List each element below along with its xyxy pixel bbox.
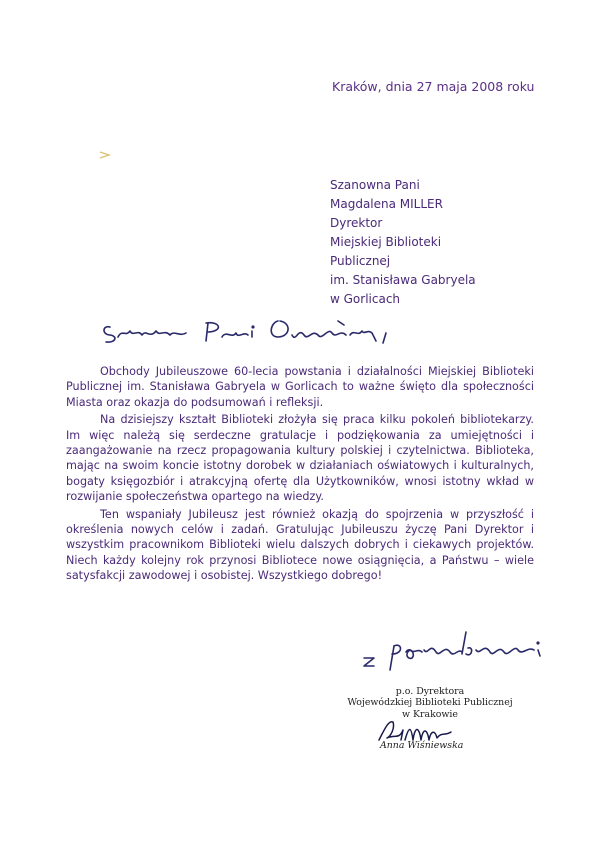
handwritten-salutation — [100, 315, 410, 349]
body-paragraph: Na dzisiejszy kształt Biblioteki złożyła się praca kilku pokoleń bibliotekarzy. Im więc należą się serdeczne gratulacje i podziękowania za umiejętności i zaangażowanie na rzecz propagowania kultury polskiej i czytelnictwa. Biblioteka, mając na swoim koncie istotny dorobek w działaniach oświatowych i kulturalnych, bogaty księgozbiór i atrakcyjną ofertę dla Użytkowników, wnosi istotny wkład w rozwijanie społeczeństwa opartego na wiedzy. — [66, 413, 534, 504]
body-paragraph: Ten wspaniały Jubileusz jest również okazją do spojrzenia w przyszłość i określenia nowych celów i zadań. Gratulując Jubileuszu życzę Pani Dyrektor i wszystkim pracownikom Biblioteki wielu dalszych dobrych i ciekawych projektów. Niech każdy kolejny rok przynosi Bibliotece nowe osiągnięcia, a Państwu – wiele satysfakcji zawodowej i osobistej. Wszystkiego dobrego! — [66, 507, 534, 583]
letter-date: Kraków, dnia 27 maja 2008 roku — [332, 79, 535, 94]
recipient-line: Magdalena MILLER — [330, 197, 443, 211]
recipient-address — [330, 176, 476, 309]
stamp-line: w Krakowie — [402, 708, 458, 720]
recipient-line: im. Stanisława Gabryela — [330, 273, 476, 287]
stamp-line: p.o. Dyrektora — [395, 686, 465, 697]
stamp-line: Wojewódzkiej Biblioteki Publicznej — [347, 697, 513, 709]
signature-icon — [375, 718, 455, 742]
recipient-line: Publicznej — [330, 254, 391, 268]
recipient-line: w Gorlicach — [330, 292, 401, 306]
signatory-stamp — [330, 686, 530, 720]
recipient-line: Miejskiej Biblioteki — [330, 235, 442, 249]
signer-name: Anna Wiśniewska — [380, 740, 464, 751]
arrow-mark-icon — [99, 150, 115, 160]
letter-body — [66, 364, 534, 586]
recipient-line: Dyrektor — [330, 216, 383, 230]
body-paragraph: Obchody Jubileuszowe 60-lecia powstania i działalności Miejskiej Biblioteki Publicznej im. Stanisława Gabryela w Gorlicach to ważne święto dla społeczności Miasta oraz okazja do podsumowań i refleksji. — [66, 365, 534, 409]
handwritten-closing — [358, 628, 558, 672]
recipient-line: Szanowna Pani — [330, 178, 420, 192]
